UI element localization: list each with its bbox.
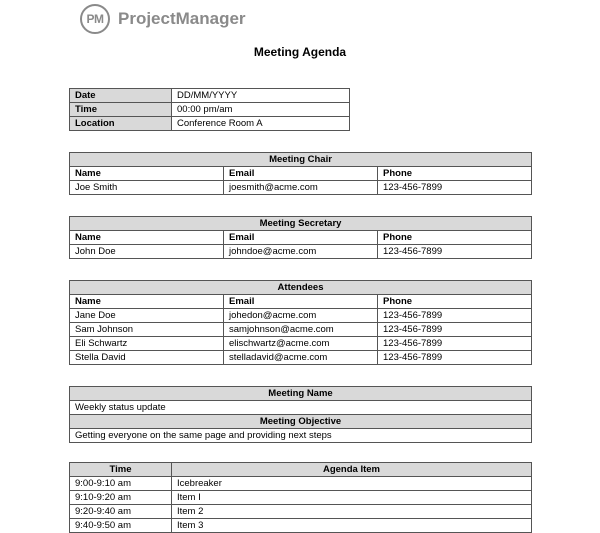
person-name: Jane Doe (70, 309, 224, 323)
attendees-table (69, 280, 532, 365)
table-row (70, 491, 532, 505)
meeting-objective-label: Meeting Objective (70, 415, 532, 429)
info-value: 00:00 pm/am (172, 103, 350, 117)
table-row (70, 519, 532, 533)
person-email: joesmith@acme.com (224, 181, 378, 195)
pm-logo-icon: PM (80, 4, 110, 34)
column-header-time: Time (70, 463, 172, 477)
column-header-email: Email (224, 231, 378, 245)
person-name: Stella David (70, 351, 224, 365)
table-row (70, 505, 532, 519)
person-email: elischwartz@acme.com (224, 337, 378, 351)
meeting-chair-table (69, 152, 532, 195)
agenda-time: 9:10-9:20 am (70, 491, 172, 505)
column-header-phone: Phone (378, 295, 532, 309)
column-header-name: Name (70, 295, 224, 309)
person-phone: 123-456-7899 (378, 309, 532, 323)
person-phone: 123-456-7899 (378, 181, 532, 195)
projectmanager-logo (80, 4, 246, 34)
person-phone: 123-456-7899 (378, 323, 532, 337)
meeting-secretary-table (69, 216, 532, 259)
agenda-item: Item 2 (172, 505, 532, 519)
person-name: Eli Schwartz (70, 337, 224, 351)
table-row (70, 323, 532, 337)
table-row (70, 337, 532, 351)
person-email: samjohnson@acme.com (224, 323, 378, 337)
person-name: Joe Smith (70, 181, 224, 195)
meeting-name-label: Meeting Name (70, 387, 532, 401)
info-key: Date (70, 89, 172, 103)
agenda-table (69, 462, 532, 533)
meeting-objective-value: Getting everyone on the same page and providing next steps (70, 429, 532, 443)
column-header-phone: Phone (378, 231, 532, 245)
person-email: stelladavid@acme.com (224, 351, 378, 365)
person-email: johedon@acme.com (224, 309, 378, 323)
info-value: Conference Room A (172, 117, 350, 131)
column-header-name: Name (70, 231, 224, 245)
column-header-email: Email (224, 167, 378, 181)
column-header-name: Name (70, 167, 224, 181)
table-row (70, 477, 532, 491)
agenda-time: 9:40-9:50 am (70, 519, 172, 533)
table-row (70, 181, 532, 195)
page-title: Meeting Agenda (253, 45, 347, 59)
person-phone: 123-456-7899 (378, 351, 532, 365)
info-value: DD/MM/YYYY (172, 89, 350, 103)
meeting-details-table (69, 386, 532, 443)
info-row-date (70, 89, 350, 103)
person-name: John Doe (70, 245, 224, 259)
section-title: Attendees (70, 281, 532, 295)
section-title: Meeting Chair (70, 153, 532, 167)
agenda-item: Item I (172, 491, 532, 505)
agenda-time: 9:20-9:40 am (70, 505, 172, 519)
table-row (70, 309, 532, 323)
column-header-phone: Phone (378, 167, 532, 181)
table-row (70, 245, 532, 259)
person-name: Sam Johnson (70, 323, 224, 337)
table-row (70, 351, 532, 365)
info-key: Time (70, 103, 172, 117)
agenda-item: Icebreaker (172, 477, 532, 491)
person-email: johndoe@acme.com (224, 245, 378, 259)
agenda-time: 9:00-9:10 am (70, 477, 172, 491)
info-key: Location (70, 117, 172, 131)
column-header-agenda-item: Agenda Item (172, 463, 532, 477)
info-row-location (70, 117, 350, 131)
person-phone: 123-456-7899 (378, 245, 532, 259)
logo-text: ProjectManager (118, 9, 246, 28)
agenda-item: Item 3 (172, 519, 532, 533)
info-row-time (70, 103, 350, 117)
column-header-email: Email (224, 295, 378, 309)
meeting-name-value: Weekly status update (70, 401, 532, 415)
meeting-info-table (69, 88, 350, 131)
section-title: Meeting Secretary (70, 217, 532, 231)
person-phone: 123-456-7899 (378, 337, 532, 351)
